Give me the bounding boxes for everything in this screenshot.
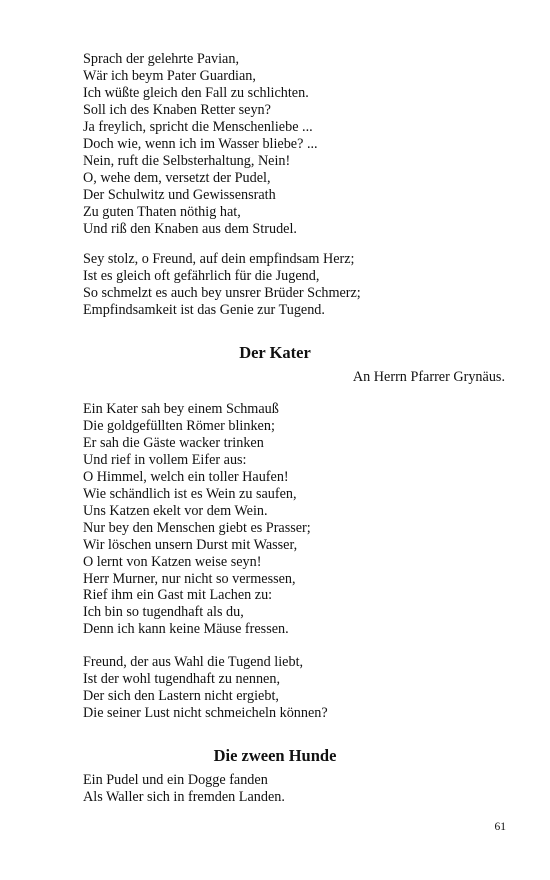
verse-line: Als Waller sich in fremden Landen. (83, 788, 285, 805)
verse-line: Der sich den Lastern nicht ergiebt, (83, 687, 279, 704)
verse-line: Rief ihm ein Gast mit Lachen zu: (83, 587, 273, 604)
verse-line: Die seiner Lust nicht schmeicheln können? (83, 704, 328, 721)
poem-dedication: An Herrn Pfarrer Grynäus. (352, 369, 505, 385)
verse-line: Uns Katzen ekelt vor dem Wein. (83, 502, 268, 519)
verse-line: Zu guten Thaten nöthig hat, (83, 203, 241, 220)
verse-line: Er sah die Gäste wacker trinken (83, 434, 264, 451)
stanza-pavian-ending (83, 51, 513, 237)
stanza-kater-moral (83, 654, 513, 722)
verse-line: Ist es gleich oft gefährlich für die Jugend, (83, 267, 320, 284)
verse-line: Der Schulwitz und Gewissensrath (83, 186, 276, 203)
verse-line: Sprach der gelehrte Pavian, (83, 51, 240, 67)
page-number: 61 (494, 821, 506, 833)
verse-line: Herr Murner, nur nicht so vermessen, (83, 570, 296, 587)
verse-line: O Himmel, welch ein toller Haufen! (83, 468, 289, 485)
verse-line: Ich bin so tugendhaft als du, (83, 604, 244, 621)
verse-line: Wie schändlich ist es Wein zu saufen, (83, 485, 297, 502)
stanza-hunde-opening (83, 772, 513, 806)
verse-line: Doch wie, wenn ich im Wasser bliebe? ... (83, 135, 318, 152)
verse-line: O, wehe dem, versetzt der Pudel, (83, 169, 271, 186)
verse-line: Die goldgefüllten Römer blinken; (83, 417, 275, 434)
poem-title-die-zween-hunde: Die zween Hunde (213, 746, 337, 765)
stanza-kater-main (83, 401, 513, 638)
verse-line: Empfindsamkeit ist das Genie zur Tugend. (83, 301, 325, 318)
verse-line: Ich wüßte gleich den Fall zu schlichten. (83, 84, 309, 101)
verse-line: Nur bey den Menschen giebt es Prasser; (83, 519, 311, 536)
verse-line: Und riß den Knaben aus dem Strudel. (83, 220, 297, 237)
verse-line: Nein, ruft die Selbsterhaltung, Nein! (83, 152, 291, 169)
verse-line: Freund, der aus Wahl die Tugend liebt, (83, 654, 304, 670)
verse-line: Ist der wohl tugendhaft zu nennen, (83, 670, 280, 687)
verse-line: Soll ich des Knaben Retter seyn? (83, 101, 271, 118)
verse-line: Ja freylich, spricht die Menschenliebe ... (83, 118, 313, 135)
verse-line: O lernt von Katzen weise seyn! (83, 553, 262, 570)
verse-line: Ein Pudel und ein Dogge fanden (83, 772, 268, 788)
verse-line: Ein Kater sah bey einem Schmauß (83, 401, 279, 417)
stanza-pavian-moral (83, 251, 513, 319)
verse-line: Denn ich kann keine Mäuse fressen. (83, 621, 289, 638)
verse-line: Wär ich beym Pater Guardian, (83, 67, 256, 84)
verse-line: Und rief in vollem Eifer aus: (83, 451, 247, 468)
poem-title-der-kater: Der Kater (239, 343, 311, 362)
verse-line: So schmelzt es auch bey unsrer Brüder Schmerz; (83, 284, 361, 301)
verse-line: Wir löschen unsern Durst mit Wasser, (83, 536, 298, 553)
verse-line: Sey stolz, o Freund, auf dein empfindsam Herz; (83, 251, 355, 267)
